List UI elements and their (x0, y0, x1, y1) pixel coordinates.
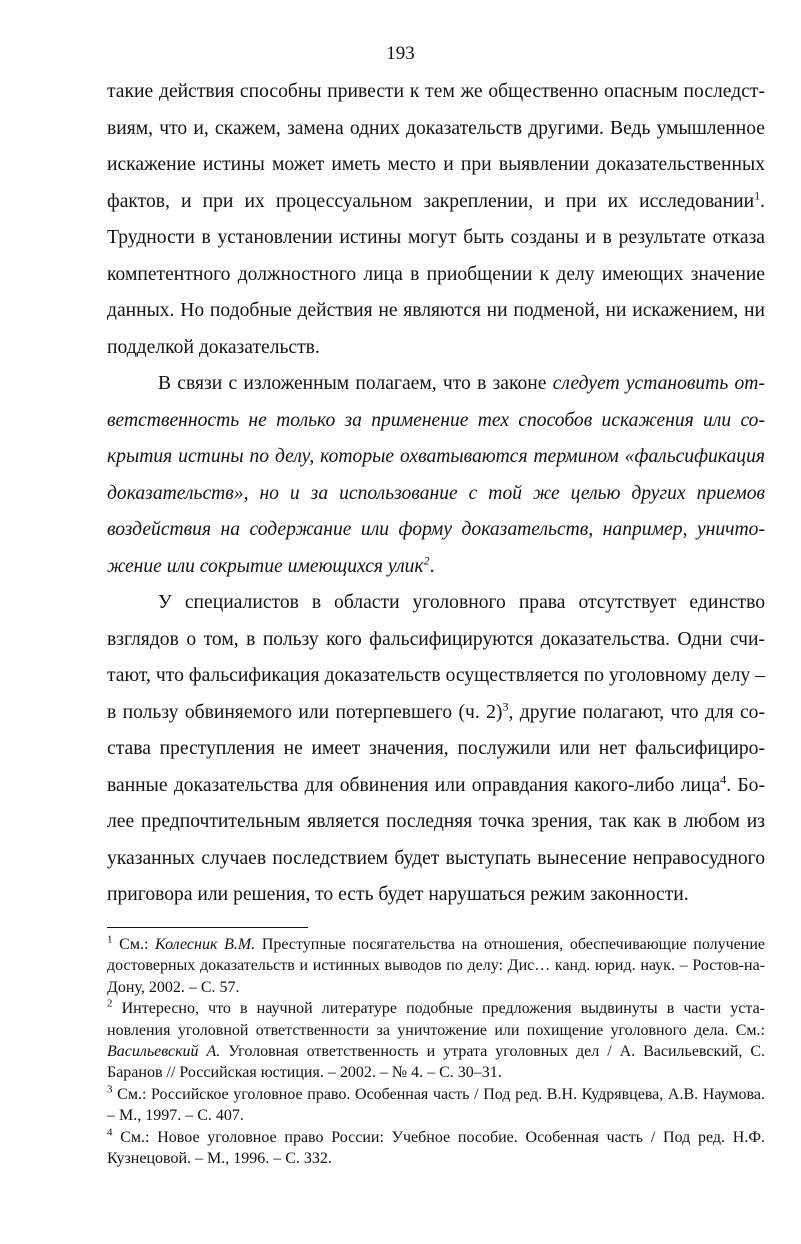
footnote-3 (107, 1084, 765, 1127)
footnote-2 (107, 998, 765, 1084)
paragraph-text: У специалистов в области уголовного права отсутствует единство взглядов о том, в пользу кого фальсифицируются доказательства. Одни считают, что фальсификация доказательств осуществляется по уголовному делу – в пользу обвиняемого или потерпевшего (ч. 2) (107, 592, 765, 723)
emphasis-text: следует установить ответственность не только за применение тех способов искажения или сокрытия истины по делу, которые охватываются термином «фальсификация доказательств», но и за использование с той же целью других приемов воздействия на содержание или форму доказательств, например, уничтожение или сокрытие имеющихся улик (107, 373, 765, 577)
paragraph-2 (107, 366, 765, 585)
footnote-text: См.: Российское уголовное право. Особенная часть / Под ред. В.Н. Кудрявцева, А.В. Наумова. – М., 1997. – С. 407. (107, 1085, 765, 1125)
footnote-number: 1 (107, 933, 113, 946)
footnote-4 (107, 1127, 765, 1170)
footnote-text: Уголовная ответственность и утрата уголовных дел / А. Васильевский, С. Баранов // Российская юстиция. – 2002. – № 4. – С. 30–31. (107, 1043, 766, 1082)
footnote-number: 2 (107, 997, 113, 1010)
footnote-1 (107, 934, 765, 998)
paragraph-text: . Более предпочтительным является последняя точка зрения, так как в любом из указанных случаев последствием будет выступать вынесение неправосудного приговора или решения, то есть будет нарушаться режим законности. (107, 774, 765, 905)
paragraph-text: , другие полагают, что для состава преступления не имеет значения, послужили или нет фальсифицированные доказательства для обвинения или оправдания какого-либо лица (107, 701, 765, 796)
footnote-ref-4: 4 (720, 771, 727, 786)
paragraph-text: . (429, 555, 435, 577)
footnotes (107, 934, 765, 1169)
paragraph-text: такие действия способны привести к тем же общественно опасным последствиям, что и, скажем, замена одних доказательств другими. Ведь умышленное искажение истины может иметь место и при выявлении доказательственных фактов, и при их процессуальном закреплении, и при их исследовании (107, 81, 765, 212)
footnote-text: См.: Новое уголовное право России: Учебное пособие. Особенная часть / Под ред. Н.Ф. Кузнецовой. – М., 1996. – С. 332. (107, 1128, 765, 1168)
paragraph-text: В связи с изложенным полагаем, что в законе (158, 373, 553, 394)
footnote-text: Преступные посягательства на отношения, обеспечивающие получение достоверных доказательств и истинных выводов по делу: Дис… канд. юрид. наук. – Ростов-на-Дону, 2002. – С. 57. (107, 936, 765, 996)
footnote-number: 3 (107, 1083, 113, 1096)
footnote-author: Васильевский А. (107, 1043, 221, 1061)
paragraph-text: . Трудности в установлении истины могут быть созданы и в результате отказа компетентного должностного лица в приобщении к делу имеющих значение данных. Но подобные действия не являются ни подменой, ни искажением, ни подделкой доказательств. (107, 190, 765, 358)
page-number: 193 (386, 43, 415, 64)
footnote-text: См.: (112, 936, 156, 953)
footnote-text: Интересно, что в научной литературе подобные предложения выдвинуты в части установления уголовной ответственности за уничтожение или похищение уголовного дела. См.: (107, 1000, 765, 1039)
footnote-number: 4 (107, 1126, 113, 1139)
footnote-divider (107, 927, 308, 928)
paragraph-1 (107, 74, 765, 366)
footnote-ref-1: 1 (754, 187, 761, 202)
footnote-ref-2: 2 (423, 552, 430, 567)
body-text (107, 74, 765, 914)
footnote-ref-3: 3 (502, 698, 509, 713)
paragraph-3 (107, 585, 765, 914)
footnote-author: Колесник В.М. (155, 936, 256, 953)
